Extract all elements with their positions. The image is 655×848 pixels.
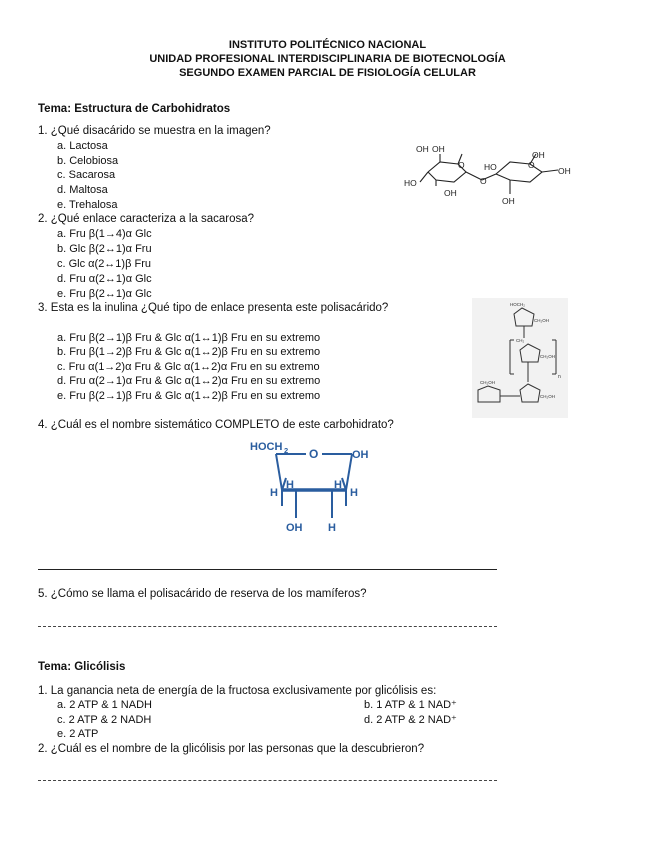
furanose-label-h-bottom: H <box>328 522 336 534</box>
furanose-label-h-left-inner: H <box>286 479 294 491</box>
furanose-label-h-right-outer: H <box>350 487 358 499</box>
unit-name: UNIDAD PROFESIONAL INTERDISCIPLINARIA DE BIOTECNOLOGÍA <box>149 53 506 65</box>
q5-answer-line <box>38 626 497 627</box>
glyco-q1-option-c: c. 2 ATP & 2 NADH <box>57 714 152 726</box>
inulin-label-ch2oh-3: CH₂OH <box>480 380 495 385</box>
q2-option-d: d. Fru α(2↔1)α Glc <box>57 273 152 285</box>
q1-figure-label-oh-3: OH <box>444 188 457 198</box>
q1-option-e: e. Trehalosa <box>57 199 118 211</box>
q1-figure-label-o-3: O <box>528 160 535 170</box>
section-title-carbohydrates: Tema: Estructura de Carbohidratos <box>38 103 231 115</box>
furanose-structure <box>240 436 390 540</box>
glyco-q2-answer-line <box>38 780 497 781</box>
glyco-q1-option-d: d. 2 ATP & 2 NAD⁺ <box>364 714 457 726</box>
q1-option-d: d. Maltosa <box>57 184 108 196</box>
furanose-label-h-left-outer: H <box>270 487 278 499</box>
q2-option-a: a. Fru β(1→4)α Glc <box>57 228 152 240</box>
inulin-label-hoch2: HOCH₂ <box>510 302 525 307</box>
q4-answer-line <box>38 569 497 570</box>
question-3-text: 3. Esta es la inulina ¿Qué tipo de enlace presenta este polisacárido? <box>38 302 389 314</box>
glyco-question-2-text: 2. ¿Cuál es el nombre de la glicólisis por las personas que la descubrieron? <box>38 743 425 755</box>
q3-option-b: b. Fru β(1→2)β Fru & Glc α(1↔2)β Fru en su extremo <box>57 346 321 358</box>
section-title-glycolysis: Tema: Glicólisis <box>38 661 126 673</box>
exam-header <box>0 38 655 80</box>
q1-figure-label-ho-2: HO <box>484 162 497 172</box>
q1-figure-label-oh-4: OH <box>532 150 545 160</box>
q1-figure-label-oh-2: OH <box>432 144 445 154</box>
glyco-question-1-text: 1. La ganancia neta de energía de la fructosa exclusivamente por glicólisis es: <box>38 685 437 697</box>
inulin-label-ch2oh-1: CH₂OH <box>534 318 549 323</box>
furanose-label-ring-o: O <box>309 447 319 461</box>
question-2-text: 2. ¿Qué enlace caracteriza a la sacarosa? <box>38 213 255 225</box>
q1-figure-label-o-2: O <box>480 176 487 186</box>
furanose-label-oh-top: OH <box>352 449 369 461</box>
q3-option-a: a. Fru β(2→1)β Fru & Glc α(1↔1)β Fru en su extremo <box>57 332 321 344</box>
furanose-label-h-right-inner: H <box>334 479 342 491</box>
glyco-q1-option-e: e. 2 ATP <box>57 728 99 740</box>
furanose-label-hoch2-subscript: 2 <box>284 446 289 455</box>
q1-figure-label-oh-5: OH <box>558 166 571 176</box>
inulin-label-n: n <box>558 374 561 380</box>
q1-figure-label-ho-1: HO <box>404 178 417 188</box>
inulin-figure <box>472 298 568 418</box>
exam-title: SEGUNDO EXAMEN PARCIAL DE FISIOLOGÍA CELULAR <box>179 67 476 79</box>
glyco-q1-option-b: b. 1 ATP & 1 NAD⁺ <box>364 699 457 711</box>
q3-option-e: e. Fru β(2→1)β Fru & Glc α(1↔2)β Fru en su extremo <box>57 390 321 402</box>
q1-option-c: c. Sacarosa <box>57 169 116 181</box>
q2-option-c: c. Glc α(2↔1)β Fru <box>57 258 151 270</box>
inulin-label-ch2oh-4: CH₂OH <box>540 394 555 399</box>
q3-option-c: c. Fru α(1→2)α Fru & Glc α(1↔2)α Fru en su extremo <box>57 361 320 373</box>
q3-option-d: d. Fru α(2→1)α Fru & Glc α(1↔2)α Fru en su extremo <box>57 375 321 387</box>
q2-option-b: b. Glc β(2↔1)α Fru <box>57 243 152 255</box>
q1-option-b: b. Celobiosa <box>57 155 119 167</box>
question-5-text: 5. ¿Cómo se llama el polisacárido de reserva de los mamíferos? <box>38 588 367 600</box>
question-4-text: 4. ¿Cuál es el nombre sistemático COMPLETO de este carbohidrato? <box>38 419 394 431</box>
furanose-label-oh-bottom: OH <box>286 522 303 534</box>
furanose-label-hoch2: HOCH <box>250 441 283 453</box>
q1-figure-label-oh-1: OH <box>416 144 429 154</box>
question-1-text: 1. ¿Qué disacárido se muestra en la imagen? <box>38 125 271 137</box>
q1-option-a: a. Lactosa <box>57 140 108 152</box>
q1-figure-label-o-1: O <box>458 160 465 170</box>
q2-option-e: e. Fru β(2↔1)α Glc <box>57 288 152 300</box>
inulin-label-ch2oh-2: CH₂OH <box>540 354 555 359</box>
inulin-label-ch2: CH₂ <box>516 338 525 343</box>
disaccharide-figure <box>400 140 580 210</box>
institution-name: INSTITUTO POLITÉCNICO NACIONAL <box>228 39 427 51</box>
glyco-q1-option-a: a. 2 ATP & 1 NADH <box>57 699 152 711</box>
q1-figure-label-oh-6: OH <box>502 196 515 206</box>
